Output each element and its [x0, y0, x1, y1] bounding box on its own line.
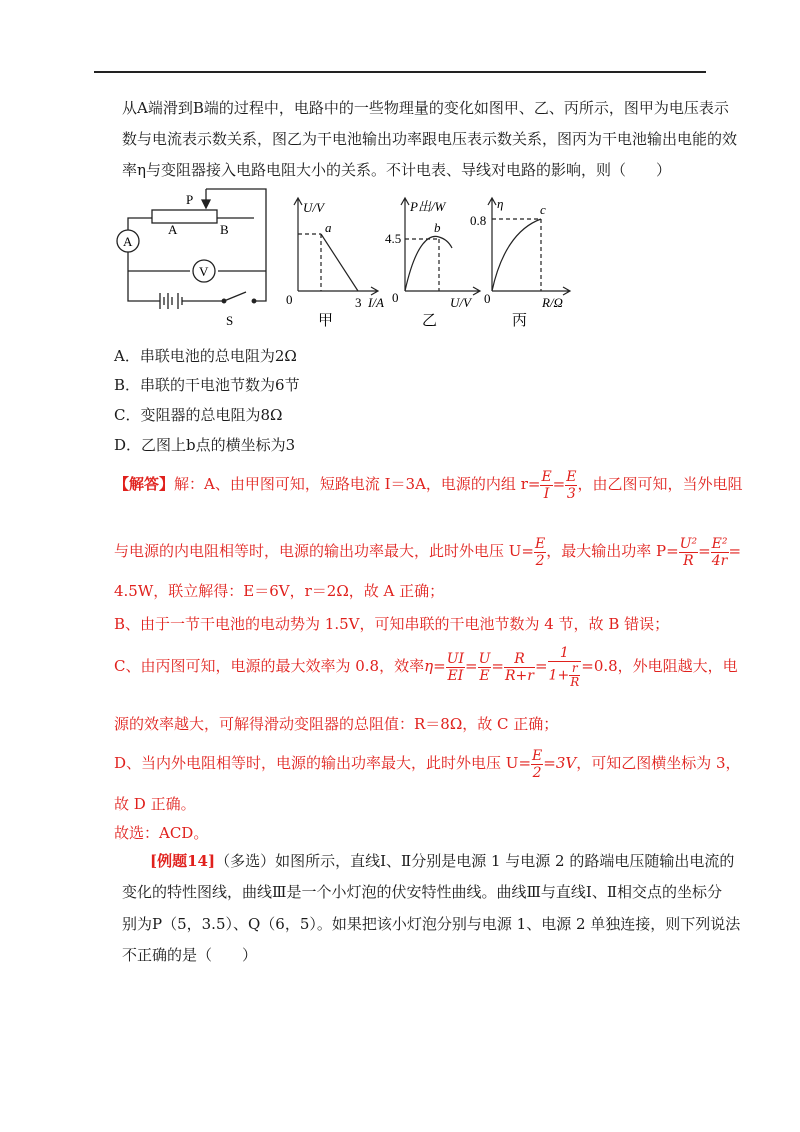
circuit-diagram	[128, 189, 266, 309]
example14-line-3: 别为P（5，3.5）、Q（6，5）。如果把该小灯泡分别与电源 1、电源 2 单独连接，则下列说法	[122, 915, 741, 933]
jia-point-a: a	[325, 220, 332, 235]
slider-label-p: P	[186, 192, 194, 207]
switch-label: S	[226, 313, 234, 328]
solution-line-b: B、由于一节干电池的电动势为 1.5V，可知串联的干电池节数为 4 节，故 B 错误；	[114, 615, 670, 633]
solution-line-d2: 故 D 正确。	[114, 795, 196, 813]
yi-y-label: P出/W	[410, 199, 446, 214]
voltmeter-label: V	[199, 264, 209, 279]
example14-line-1: [例题14]（多选）如图所示，直线Ⅰ、Ⅱ分别是电源 1 与电源 2 的路端电压随输出电流的	[150, 852, 735, 870]
option-a: A．串联电池的总电阻为2Ω	[114, 347, 297, 365]
jia-caption: 甲	[318, 313, 334, 329]
bing-caption: 丙	[512, 313, 528, 329]
bing-x-label: R/Ω	[542, 295, 563, 310]
solution-answer: 故选：ACD。	[114, 824, 209, 842]
header-rule	[94, 71, 706, 73]
intro-line-2: 数与电流表示数关系，图乙为干电池输出功率跟电压表示数关系，图丙为干电池输出电能的效	[122, 130, 738, 148]
option-b: B．串联的干电池节数为6节	[114, 376, 300, 394]
intro-line-3: 率η与变阻器接入电路电阻大小的关系。不计电表、导线对电路的影响，则（ ）	[122, 161, 671, 179]
jia-origin: 0	[286, 292, 293, 307]
solution-line-c2: 源的效率越大，可解得滑动变阻器的总阻值：R＝8Ω，故 C 正确；	[114, 715, 559, 733]
solution-line-a2: 与电源的内电阻相等时，电源的输出功率最大，此时外电压 U= $\frac{E}{2}$ ，最大输出功率 P= $\frac{\text{U²}}{R}$ = $\frac{\text{E²}}{4r}$ =	[114, 535, 742, 569]
solution-tag: 【解答】	[114, 475, 175, 493]
jia-x-tick: 3	[355, 295, 362, 310]
intro-line-1: 从A端滑到B端的过程中，电路中的一些物理量的变化如图甲、乙、丙所示，图甲为电压表示	[122, 99, 729, 117]
bing-y-tick: 0.8	[470, 213, 487, 228]
jia-x-label: I/A	[368, 295, 384, 310]
yi-caption: 乙	[422, 313, 438, 329]
option-c: C．变阻器的总电阻为8Ω	[114, 406, 283, 424]
bing-y-label: η	[497, 196, 504, 211]
bing-origin: 0	[484, 291, 491, 306]
jia-y-label: U/V	[303, 200, 324, 215]
yi-y-tick: 4.5	[385, 231, 402, 246]
ammeter-label: A	[123, 234, 133, 249]
solution-line-d1: D、当内外电阻相等时，电源的输出功率最大，此时外电压 U= $\frac{E}{2}$ =3V，可知乙图横坐标为 3，	[114, 747, 741, 781]
yi-origin: 0	[392, 290, 399, 305]
yi-point-b: b	[434, 220, 441, 235]
solution-line-a1: 【解答】解：A、由甲图可知，短路电流 I＝3A，电源的内组 r= $\frac{E}{I}$ = $\frac{E}{3}$ ，由乙图可知，当外电阻	[114, 468, 743, 502]
example14-line-4: 不正确的是（ ）	[122, 946, 258, 964]
terminal-label-b: B	[220, 222, 229, 237]
bing-point-c: c	[540, 202, 546, 217]
problem-figure	[108, 186, 588, 334]
terminal-label-a: A	[168, 222, 178, 237]
example14-tag: [例题14]	[150, 852, 216, 870]
option-d: D．乙图上b点的横坐标为3	[114, 436, 296, 454]
yi-x-label: U/V	[450, 295, 471, 310]
graph-bing	[488, 198, 570, 295]
solution-line-c1: C、由丙图可知，电源的最大效率为 0.8，效率η= $\frac{UI}{EI}$ = $\frac{U}{E}$ = $\frac{R}{R+r}$ = 1 1+ $\frac{r}{R}$ =0.8，外电阻越大，电	[114, 645, 738, 689]
solution-line-a3: 4.5W，联立解得：E＝6V，r＝2Ω，故 A 正确；	[114, 582, 445, 600]
example14-line-2: 变化的特性图线，曲线Ⅲ是一个小灯泡的伏安特性曲线。曲线Ⅲ与直线Ⅰ、Ⅱ相交点的坐标分	[122, 883, 723, 901]
